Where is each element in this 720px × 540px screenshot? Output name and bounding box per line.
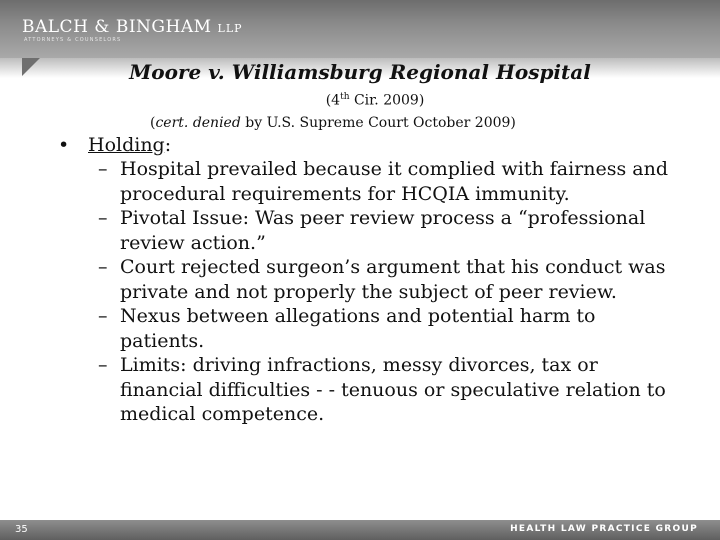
list-item bbox=[98, 157, 678, 206]
holding-colon: : bbox=[164, 134, 172, 156]
citation-superscript: th bbox=[340, 92, 350, 102]
case-citation bbox=[0, 92, 720, 109]
dash-icon: – bbox=[98, 207, 108, 229]
cert-suffix: by U.S. Supreme Court October 2009) bbox=[240, 115, 516, 131]
bullet-icon: • bbox=[58, 134, 70, 156]
firm-logo-name: BALCH & BINGHAM bbox=[22, 17, 212, 37]
dash-icon: – bbox=[98, 354, 108, 376]
cert-italic: cert. denied bbox=[155, 115, 241, 131]
point-text: Pivotal Issue: Was peer review process a “professional review action.” bbox=[120, 207, 646, 254]
list-item bbox=[98, 255, 678, 304]
cert-denied-note bbox=[150, 115, 516, 131]
list-item bbox=[98, 353, 678, 427]
dash-icon: – bbox=[98, 158, 108, 180]
point-text: Nexus between allegations and potential harm to patients. bbox=[120, 305, 596, 352]
cert-prefix: ( bbox=[150, 115, 156, 131]
practice-group-label: HEALTH LAW PRACTICE GROUP bbox=[510, 524, 698, 534]
page-number: 35 bbox=[15, 524, 28, 535]
firm-logo-suffix: LLP bbox=[217, 22, 243, 35]
point-text: Hospital prevailed because it complied with fairness and procedural requirements for HCQIA immunity. bbox=[120, 158, 669, 205]
firm-logo-tagline: ATTORNEYS & COUNSELORS bbox=[24, 37, 122, 43]
dash-icon: – bbox=[98, 305, 108, 327]
point-text: Court rejected surgeon’s argument that his conduct was private and not properly the subject of peer review. bbox=[120, 256, 666, 303]
dash-icon: – bbox=[98, 256, 108, 278]
slide-body bbox=[58, 133, 678, 427]
point-text: Limits: driving infractions, messy divorces, tax or financial difficulties - - tenuous or speculative relation to medical competence. bbox=[120, 354, 666, 425]
citation-suffix: Cir. 2009) bbox=[349, 92, 425, 109]
list-item bbox=[98, 206, 678, 255]
holding-points bbox=[58, 157, 678, 427]
firm-logo bbox=[22, 17, 243, 37]
list-item bbox=[98, 304, 678, 353]
citation-prefix: (4 bbox=[325, 92, 341, 109]
holding-heading bbox=[58, 133, 678, 157]
slide-title: Moore v. Williamsburg Regional Hospital bbox=[129, 60, 591, 84]
holding-label: Holding bbox=[88, 134, 165, 156]
